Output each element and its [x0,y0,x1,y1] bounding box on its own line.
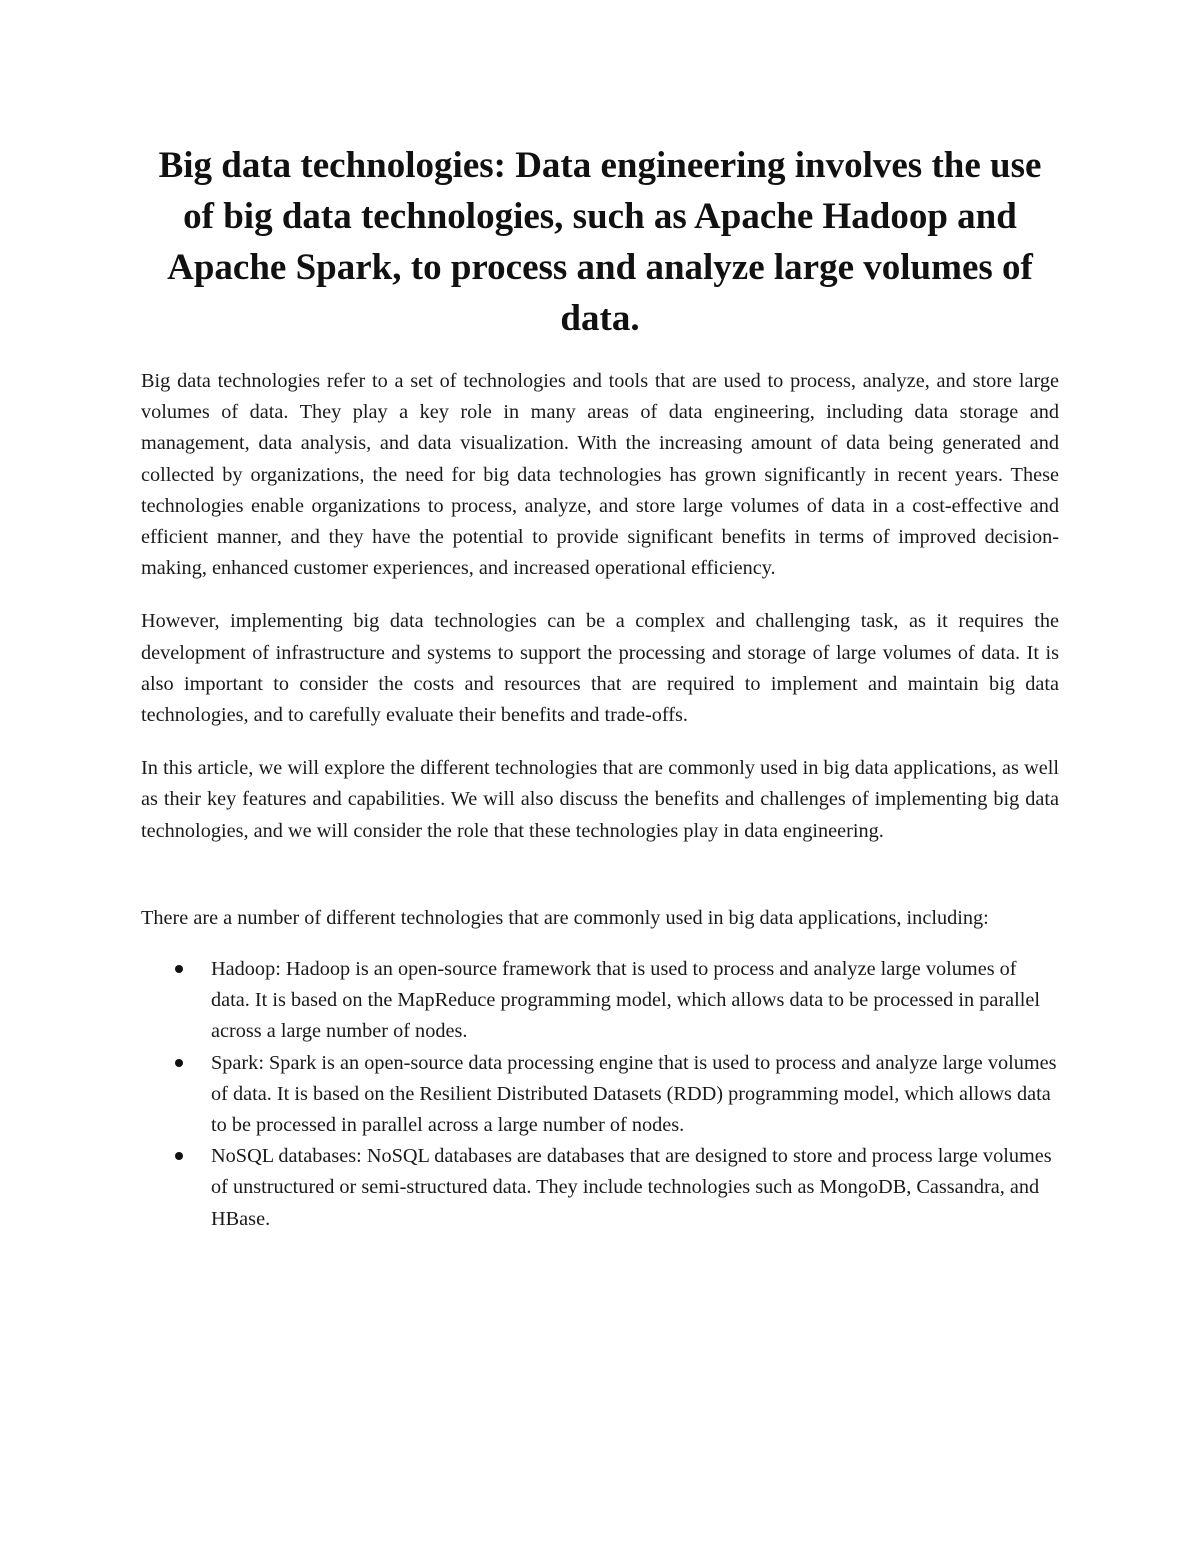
list-item-hadoop [141,954,1059,1048]
list-item-text: NoSQL databases: NoSQL databases are databases that are designed to store and process large volumes of unstructured or semi-structured data. They include technologies such as MongoDB, Cassandra, and HBase. [211,1145,1052,1230]
bullet-icon [175,1152,183,1160]
document-page [141,140,1059,1235]
list-intro: There are a number of different technologies that are commonly used in big data applications, including: [141,906,989,929]
document-title: Big data technologies: Data engineering involves the use of big data technologies, such as Apache Hadoop and Apache Spark, to process and analyze large volumes of data. [158,145,1042,339]
paragraph-challenges: However, implementing big data technologies can be a complex and challenging task, as it requires the development of infrastructure and systems to support the processing and storage of large volumes of data. It is also important to consider the costs and resources that are required to implement and maintain big data technologies, and to carefully evaluate their benefits and trade-offs. [141,610,1059,727]
list-item-text: Spark: Spark is an open-source data processing engine that is used to process and analyze large volumes of data. It is based on the Resilient Distributed Datasets (RDD) programming model, which allows data to be processed in parallel across a large number of nodes. [211,1051,1057,1137]
paragraph-article-overview: In this article, we will explore the different technologies that are commonly used in big data applications, as well as their key features and capabilities. We will also discuss the benefits and challenges of implementing big data technologies, and we will consider the role that these technologies play in data engineering. [141,757,1059,842]
list-item-spark [141,1048,1059,1142]
bullet-icon [175,1059,183,1067]
list-item-nosql [141,1141,1059,1235]
list-item-text: Hadoop: Hadoop is an open-source framework that is used to process and analyze large volumes of data. It is based on the MapReduce programming model, which allows data to be processed in parallel across a large number of nodes. [211,958,1041,1043]
bullet-icon [175,965,183,973]
paragraph-intro: Big data technologies refer to a set of technologies and tools that are used to process, analyze, and store large volumes of data. They play a key role in many areas of data engineering, including data storage and management, data analysis, and data visualization. With the increasing amount of data being generated and collected by organizations, the need for big data technologies has grown significantly in recent years. These technologies enable organizations to process, analyze, and store large volumes of data in a cost-effective and efficient manner, and they have the potential to provide significant benefits in terms of improved decision-making, enhanced customer experiences, and increased operational efficiency. [141,370,1059,580]
technology-list [141,954,1059,1235]
